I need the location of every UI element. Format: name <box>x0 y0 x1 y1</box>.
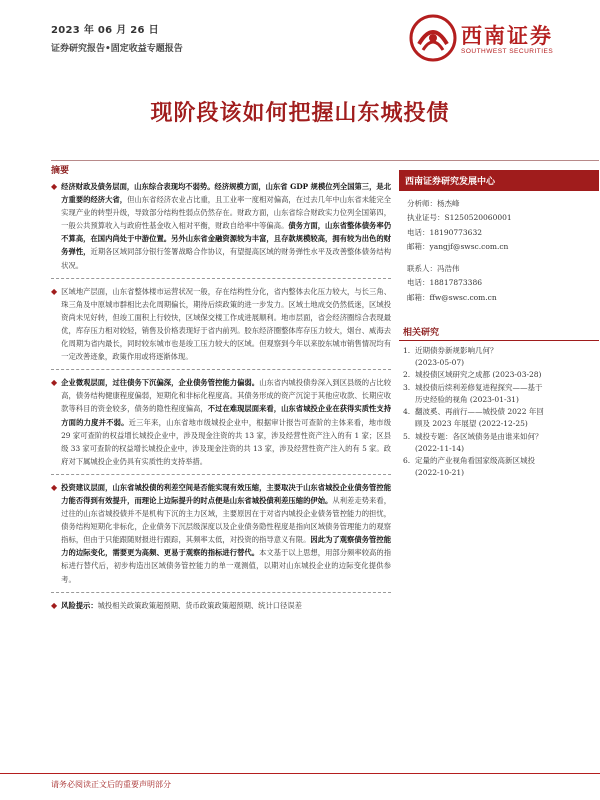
report-type: 证券研究报告•固定收益专题报告 <box>51 44 183 54</box>
para-text: 近期各区域同部分银行签署战略合作协议，有望提高区域的财务弹性水平及改善整体债务结构状况。 <box>61 247 392 270</box>
analyst-phone: 电话：18190773632 <box>407 227 482 237</box>
para-text: 但山东省经济农业占比重，且工业率一度相对偏高，在过去几年中山东省未能完全实现产业的转型升级，导致部分结构性弱点仍然存在。财政方面，山东省综合财政实力位列全国第四，一般公共预算收入与政府性基金收入相对平衡，财政自给率中等偏高。 <box>61 195 392 231</box>
divider <box>51 278 391 279</box>
company-logo <box>409 14 579 64</box>
related-research-list <box>399 341 599 479</box>
para-bold: 不过在难现层面来看，山东省城投企业在获得实质性支持方面的力度并不弱。 <box>61 404 392 427</box>
list-item[interactable]: 6. 定量的产业视角看国家级高新区城投 (2022-10-21) <box>403 455 535 478</box>
list-item[interactable]: 3. 城投债后续利差修复进程探究——基于 历史经验的视角 (2023-01-31) <box>403 382 543 404</box>
analyst-license: 执业证号：S1250520060001 <box>407 213 512 223</box>
para-text: 近三年来，山东省地市级城投企业中，根据审计报告可查阶的主体来看，地市级 29 家可查阶的权益增长城投企业中，涉及现金注资的共 13 家，涉及经营性资产注入的有 1 家；区县级 33 家可查阶的权益增长城投企业中，涉及现金注资的共 13 家，涉及经营性资产注入的有 5 家。政府对下属城投企业仍具有实质性的支持举措。 <box>61 417 392 466</box>
bullet-icon: ◆ <box>51 482 58 492</box>
list-item[interactable]: 5. 城投专题：各区域债务是由谁来如何？ (2022-11-14) <box>403 431 543 453</box>
paragraph-investment <box>51 481 391 586</box>
abstract-label: 摘要 <box>51 166 70 176</box>
paragraph-real-estate <box>51 285 391 364</box>
para-text: 从利差走势来看，过往的山东省城投债并不是机构下沉的主力区域，主要原因在于对省内城投企业债务管控能力的担忧，债务结构短期化非标化，企业债务下沉层级深度以及企业债务隐性程度是指向区域债务管理能力的观察指标，但由于只能跟随财报进行跟踪，其频率太低，对投资的指导意义有限。 <box>61 495 392 545</box>
contact-email[interactable]: 邮箱：ffw@swsc.com.cn <box>407 292 497 302</box>
research-center-header: 西南证券研究发展中心 <box>399 170 599 191</box>
paragraph-economy <box>51 180 391 272</box>
footer-disclaimer: 请务必阅读正文后的重要声明部分 <box>51 780 171 789</box>
para-bold: 企业微观层面，过往债务下沉偏深，企业债务管控能力偏弱。 <box>61 378 260 388</box>
divider <box>51 369 391 370</box>
divider <box>51 474 391 475</box>
list-item[interactable]: 4. 翻波奚、再前行——城投债 2022 年回 顾及 2023 年展望 (2022-12-25) <box>403 407 544 429</box>
para-bold: 风险提示： <box>61 600 98 610</box>
divider <box>51 592 391 593</box>
divider-top <box>51 160 599 161</box>
analyst-email[interactable]: 邮箱：yangjf@swsc.com.cn <box>407 241 509 251</box>
contact-name: 联系人：冯浩伟 <box>407 264 460 274</box>
logo-text-cn: 西南证券 <box>461 23 553 48</box>
related-research-header: 相关研究 <box>399 323 599 341</box>
para-text: 本文基于以上思想，用部分频率较高的指标进行替代后，初步构造出区域债务管控能力的单一观测值，以期对山东城投企业的边际变化提供参考。 <box>61 548 392 584</box>
bullet-icon: ◆ <box>51 600 58 610</box>
para-bold: 因此为了观察债务管控能力的边际变化，需要更为高频、更易于观察的指标进行替代。 <box>61 535 392 558</box>
bullet-icon: ◆ <box>51 182 58 191</box>
logo-mark-icon <box>409 14 457 62</box>
para-text: 山东省内城投债券深入到区县级的占比较高，债务结构健康程度偏弱，短期化和非标化程度高。其债务形成的资产沉淀于其他应收款、长期应收款等科目的资金较多，债务的隐性程度偏高， <box>61 378 392 414</box>
footer-divider <box>0 773 600 774</box>
list-item[interactable]: 1. 近期债券新规影响几何？ (2023-05-07) <box>403 346 498 368</box>
contact-phone: 电话：18817873386 <box>407 278 482 288</box>
para-text: 城投相关政策政策超预期、货币政策政策超预期、统计口径误差 <box>97 600 302 610</box>
list-item[interactable]: 2. 城投债区域研究之成都 (2023-03-28) <box>403 370 542 380</box>
para-bold: 经济财政及债务层面，山东综合表现均不弱势。经济规模方面，山东省 GDP 规模位列全国第三，是北方重要的经济大省， <box>61 182 391 205</box>
para-text: 区域地产层面，山东省整体楼市运营状况一般，存在结构性分化，省内整体去化压力较大，与长三角、珠三角及中原城市群相比去化周期偏长，期待后续政策的进一步发力。区域土地成交仍然低迷，区域投资尚未见好转，但竣工面积上行较快，区域保交楼工作成进展顺利。地市层面，省会经济圈综合表现最优，库存压力相对较轻，销售及价格表现好于省内前列。胶东经济圈整体库存压力较大，烟台、威海去化周期为省内最长，同时较东城市也是竣工压力较大的区域。但观察到今年以来胶东城市销售情况均有一定改善迹象，政策作用或将逐渐体现。 <box>61 286 391 362</box>
header-left <box>51 21 183 54</box>
logo-text-en: SOUTHWEST SECURITIES <box>461 48 554 55</box>
analyst-name: 分析师：杨杰峰 <box>407 199 460 208</box>
paragraph-enterprise <box>51 376 391 468</box>
analyst-info <box>399 191 599 305</box>
bullet-icon: ◆ <box>51 286 58 296</box>
para-bold: 投资建议层面，山东省城投债的利差空间是否能实现有效压缩，主要取决于山东省城投企业债务管控能力能否得到有效提升，而理论上边际提升的时点便是山东省城投债利差压缩的伊始。 <box>61 482 391 505</box>
page-title: 现阶段该如何把握山东城投债 <box>150 100 450 126</box>
report-date: 2023 年 06 月 26 日 <box>51 25 159 36</box>
bullet-icon: ◆ <box>51 378 58 388</box>
sidebar <box>399 170 599 479</box>
para-bold: 债务方面，山东省整体债务率仍不算高，在国内尚处于中游位置。另外山东省金融资源较为丰富，且存款规模较高，拥有较为出色的财务弹性， <box>61 221 392 257</box>
paragraph-risk <box>51 599 391 612</box>
abstract-body <box>51 180 391 612</box>
